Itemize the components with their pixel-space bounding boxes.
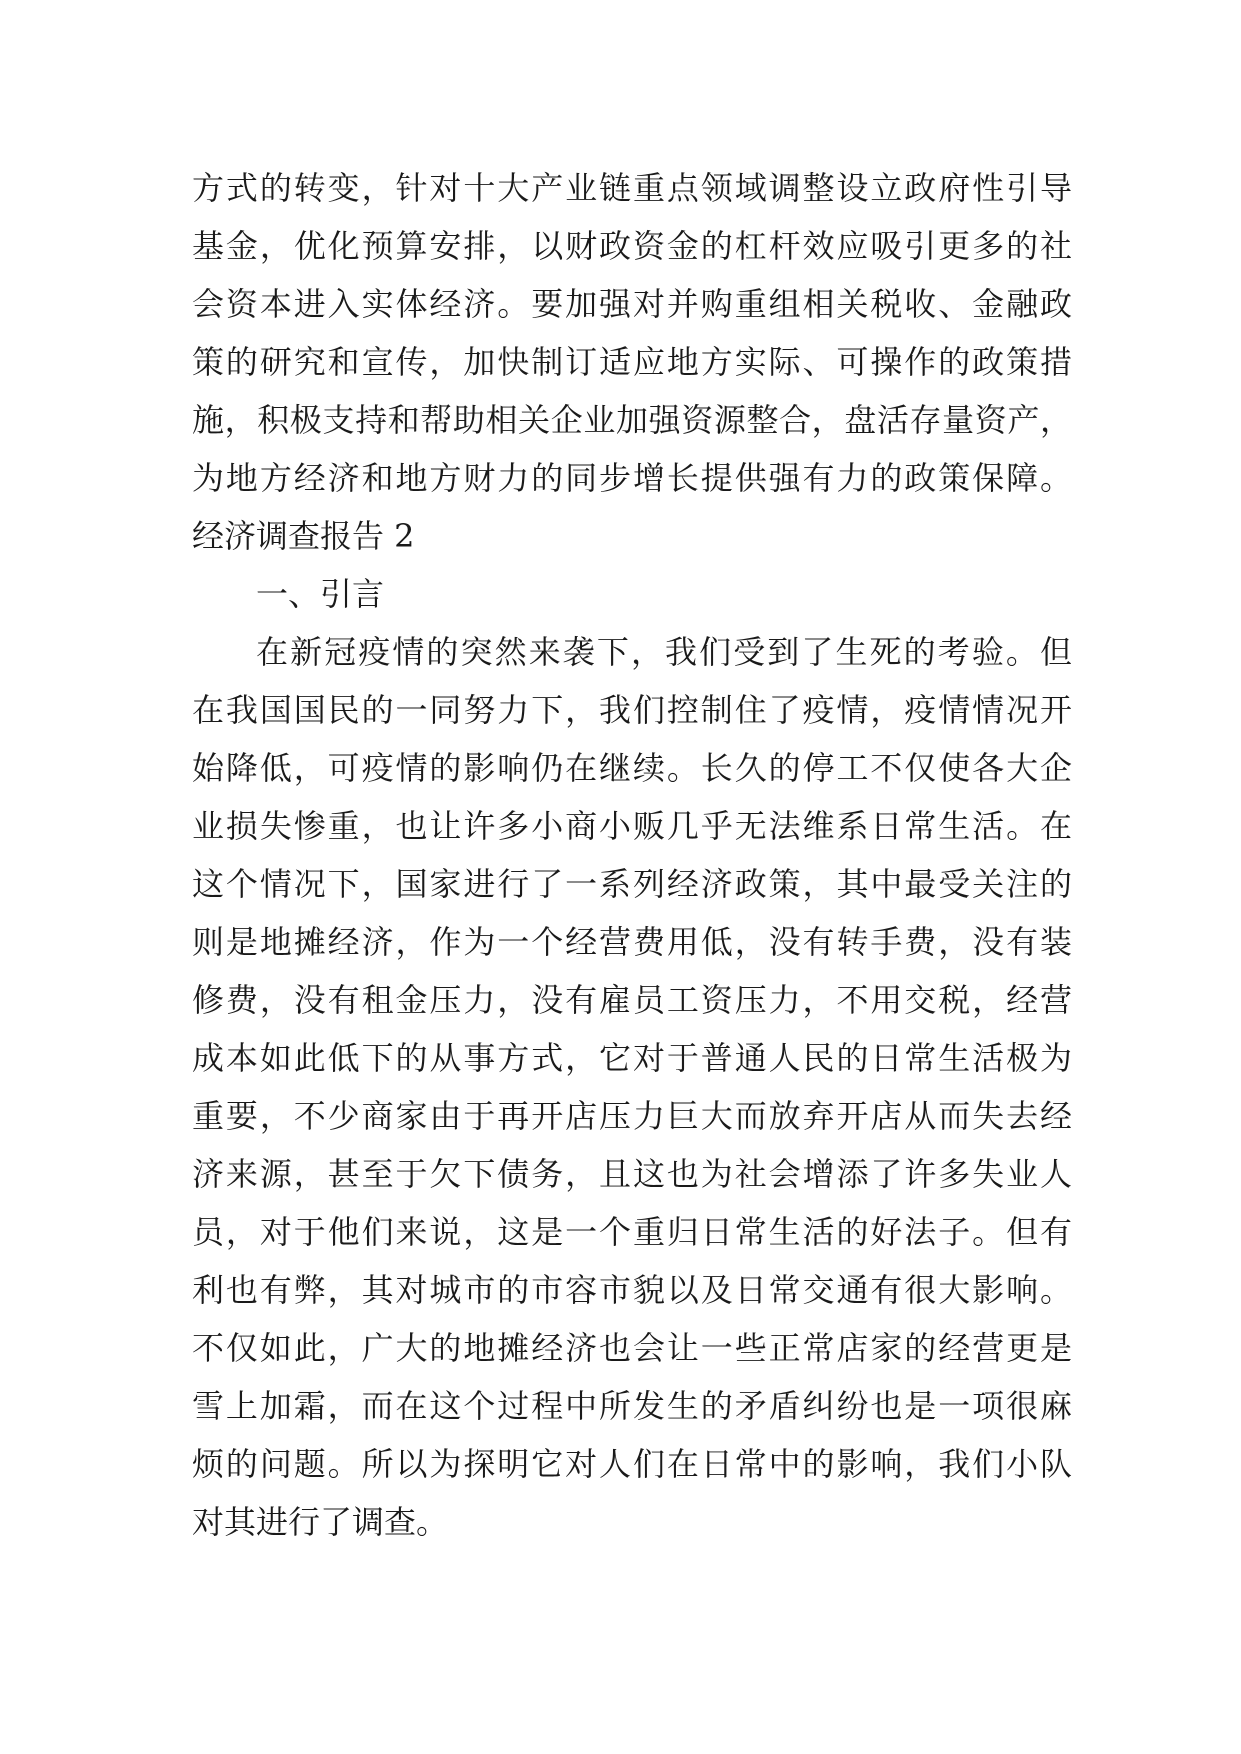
paragraph-line: 济来源，甚至于欠下债务，且这也为社会增添了许多失业人 bbox=[192, 1155, 1072, 1193]
paragraph-line: 员，对于他们来说，这是一个重归日常生活的好法子。但有 bbox=[192, 1213, 1072, 1251]
paragraph-line: 雪上加霜，而在这个过程中所发生的矛盾纠纷也是一项很麻 bbox=[192, 1387, 1072, 1425]
paragraph-line: 方式的转变，针对十大产业链重点领域调整设立政府性引导 bbox=[192, 169, 1072, 207]
paragraph-line: 这个情况下，国家进行了一系列经济政策，其中最受关注的 bbox=[192, 865, 1072, 903]
paragraph-line: 业损失惨重，也让许多小商小贩几乎无法维系日常生活。在 bbox=[192, 807, 1072, 845]
paragraph-line: 重要，不少商家由于再开店压力巨大而放弃开店从而失去经 bbox=[192, 1097, 1072, 1135]
subsection-heading: 一、引言 bbox=[256, 575, 385, 613]
paragraph-line: 利也有弊，其对城市的市容市貌以及日常交通有很大影响。 bbox=[192, 1271, 1072, 1309]
paragraph-line: 不仅如此，广大的地摊经济也会让一些正常店家的经营更是 bbox=[192, 1329, 1072, 1367]
paragraph-line: 为地方经济和地方财力的同步增长提供强有力的政策保障。 bbox=[192, 459, 1072, 497]
paragraph-line: 施，积极支持和帮助相关企业加强资源整合，盘活存量资产， bbox=[192, 401, 1072, 439]
paragraph-line: 则是地摊经济，作为一个经营费用低，没有转手费，没有装 bbox=[192, 923, 1072, 961]
paragraph-line: 策的研究和宣传，加快制订适应地方实际、可操作的政策措 bbox=[192, 343, 1072, 381]
section-title: 经济调查报告 2 bbox=[192, 517, 415, 555]
paragraph-line: 在新冠疫情的突然来袭下，我们受到了生死的考验。但 bbox=[256, 633, 1072, 671]
paragraph-line: 在我国国民的一同努力下，我们控制住了疫情，疫情情况开 bbox=[192, 691, 1072, 729]
paragraph-line: 烦的问题。所以为探明它对人们在日常中的影响，我们小队 bbox=[192, 1445, 1072, 1483]
paragraph-line: 对其进行了调查。 bbox=[192, 1503, 449, 1541]
paragraph-line: 会资本进入实体经济。要加强对并购重组相关税收、金融政 bbox=[192, 285, 1072, 323]
paragraph-line: 成本如此低下的从事方式，它对于普通人民的日常生活极为 bbox=[192, 1039, 1072, 1077]
paragraph-line: 始降低，可疫情的影响仍在继续。长久的停工不仅使各大企 bbox=[192, 749, 1072, 787]
paragraph-line: 基金，优化预算安排，以财政资金的杠杆效应吸引更多的社 bbox=[192, 227, 1072, 265]
paragraph-line: 修费，没有租金压力，没有雇员工资压力，不用交税，经营 bbox=[192, 981, 1072, 1019]
